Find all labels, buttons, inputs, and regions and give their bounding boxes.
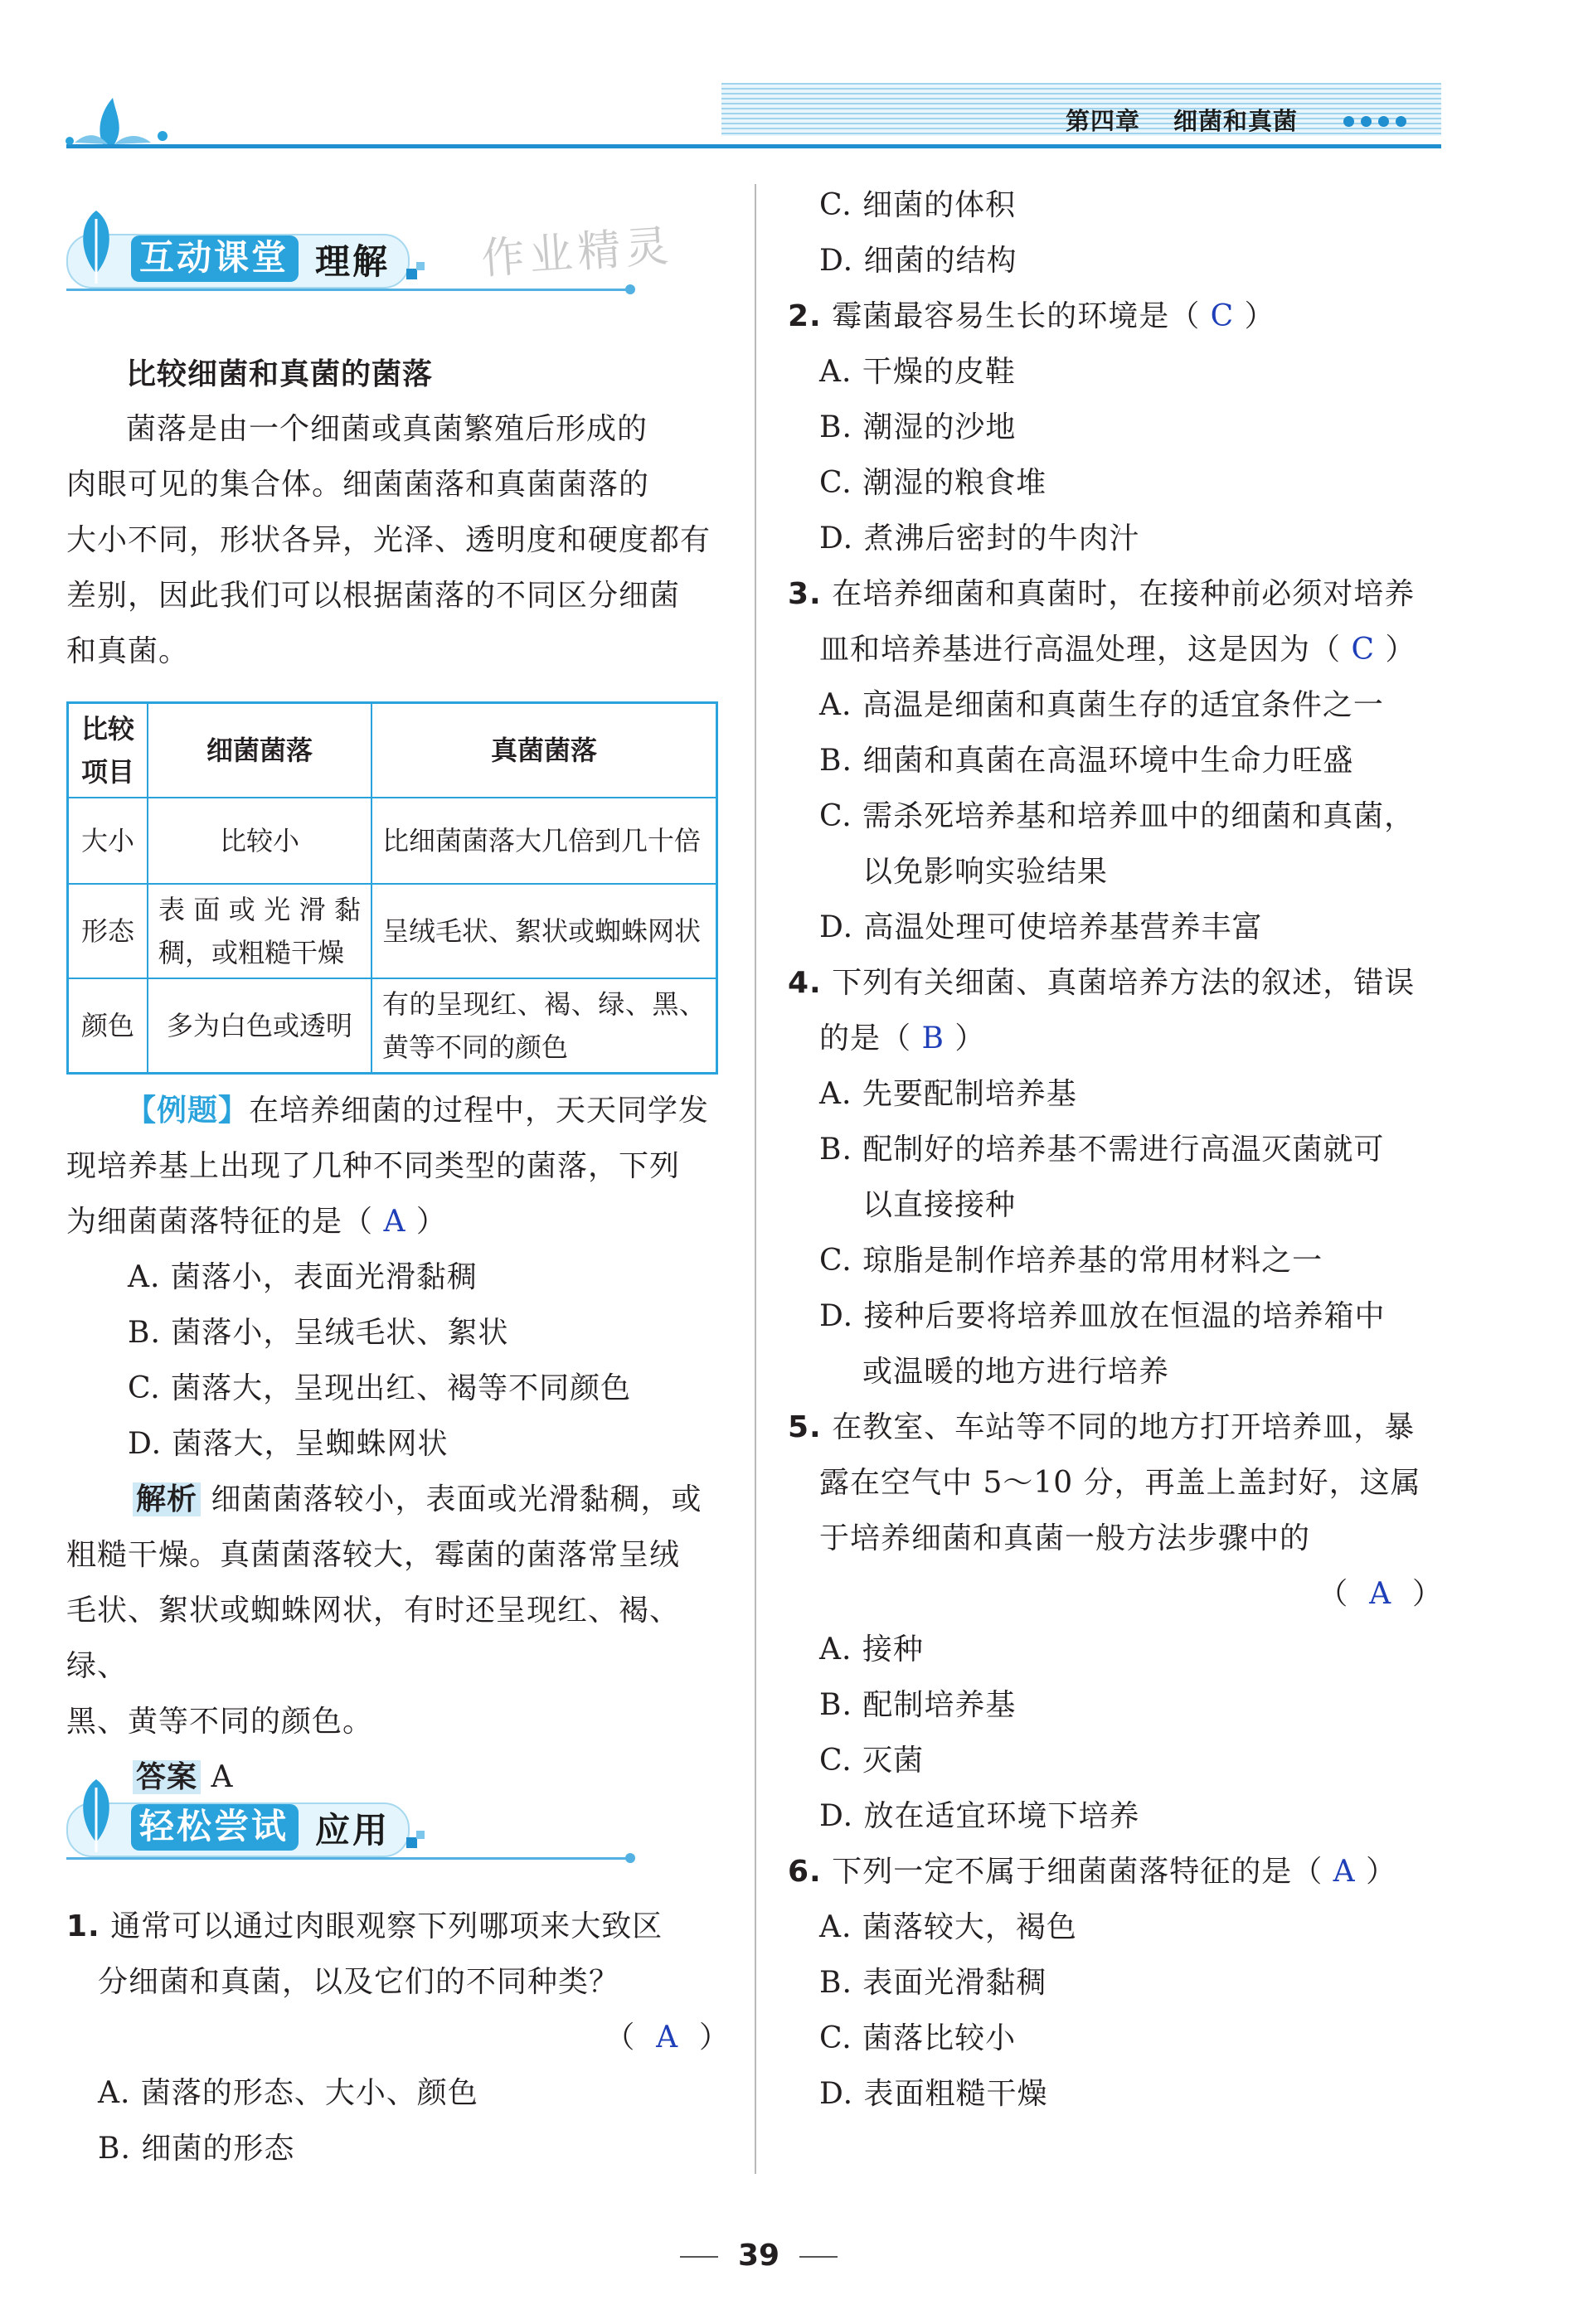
option: D. 菌落大，呈蜘蛛网状 [128, 1427, 449, 1461]
banner-highlight: 互动课堂 [131, 235, 299, 282]
question-1: 1. 通常可以通过肉眼观察下列哪项来大致区 分细菌和真菌，以及它们的不同种类？ （ A ） A. 菌落的形态、大小、颜色 B. 细菌的形态 [66, 1899, 730, 2176]
option: 以免影响实验结果 [862, 855, 1109, 889]
q4-answer: B [921, 1021, 945, 1055]
option: B. 潮湿的沙地 [819, 410, 1017, 444]
question-6: 6. 下列一定不属于细菌菌落特征的是（ A ） [788, 1855, 1397, 1889]
q6-answer: A [1333, 1855, 1356, 1889]
watermark: 作业精灵 [479, 221, 676, 285]
option: A. 先要配制培养基 [819, 1077, 1077, 1111]
option: B. 配制好的培养基不需进行高温灭菌就可 [819, 1133, 1385, 1167]
option: A. 高温是细菌和真菌生存的适宜条件之一 [819, 688, 1384, 722]
right-column: C. 细菌的体积 D. 细菌的结构 2. 霉菌最容易生长的环境是（ C ） A. 干燥的皮鞋 B. 潮湿的沙地 C. 潮湿的粮食堆 D. 煮沸后密封的牛肉汁 3. 在培养细菌和真菌时，在接种前必须对培养 皿和培养基进行高温处理，这是因为（ C ） A. 高温是细菌和真菌生存的适宜条件之一 B. 细菌和真菌在高温环境中生命力旺盛 C. 需杀死培养基和培养皿中的细菌和真菌， 以免影响实验结果 D. 高温处理可使培养基营养丰富 4. 下列有关细菌、真菌培养方法的叙述，错误 的是（ B ） A. 先要配制培养基 B. 配制好的培养基不需进行高温灭菌就可 以直接接种 C. 琼脂是制作培养基的常用材料之一 D. 接种后要将培养皿放在恒温的培养箱中 或温暖的地方进行培养 5. 在教室、车站等不同的地方打开培养皿，暴 露在空气中 5～10 分，再盖上盖封好，这属 于培养细菌和真菌一般方法步骤中的 （ A ） A. 接种 B. 配制培养基 C. 灭菌 D. 放在适宜环境下培养 6. 下列一定不属于细菌菌落特征的是（ A ） A. 菌落较大，褐色 B. 表面光滑黏稠 C. 菌落比较小 D. 表面粗糙干燥 [788, 177, 1443, 2122]
option: A. 菌落小，表面光滑黏稠 [128, 1260, 478, 1294]
answer-tag: 答案 [133, 1760, 201, 1794]
table-header: 真菌菌落 [372, 703, 717, 798]
table-header: 细菌菌落 [148, 703, 372, 798]
table-row: 形态 表面或光滑黏稠，或粗糙干燥 呈绒毛状、絮状或蜘蛛网状 [68, 884, 717, 978]
option: B. 配制培养基 [819, 1688, 1017, 1722]
q3-answer: C [1351, 633, 1376, 667]
section-banner-easy-try [33, 1786, 580, 1856]
q2-answer: C [1210, 299, 1235, 333]
analysis-tag: 解析 [133, 1482, 201, 1516]
option: C. 需杀死培养基和培养皿中的细菌和真菌， [819, 799, 1416, 833]
option: A. 干燥的皮鞋 [819, 355, 1016, 389]
water-drop-logo-icon [63, 86, 187, 153]
option: B. 细菌和真菌在高温环境中生命力旺盛 [819, 744, 1354, 778]
banner-tail: 理解 [315, 241, 391, 282]
option: C. 灭菌 [819, 1744, 925, 1778]
subheading: 比较细菌和真菌的菌落 [126, 357, 434, 391]
option: B. 表面光滑黏稠 [819, 1966, 1047, 2000]
option: B. 菌落小，呈绒毛状、絮状 [128, 1316, 509, 1350]
page-number: 39 [0, 2239, 1518, 2273]
option: D. 表面粗糙干燥 [819, 2077, 1048, 2111]
option: 以直接接种 [862, 1188, 1017, 1222]
chapter-title: 第四章 细菌和真菌 [1066, 107, 1299, 135]
banner-highlight: 轻松尝试 [131, 1804, 299, 1851]
comparison-table [66, 701, 718, 1075]
question-3: 3. 在培养细菌和真菌时，在接种前必须对培养 [788, 577, 1416, 611]
option: C. 琼脂是制作培养基的常用材料之一 [819, 1244, 1323, 1278]
feather-brush-icon [71, 207, 119, 287]
table-header-row [68, 703, 717, 798]
option: 或温暖的地方进行培养 [862, 1355, 1170, 1389]
option: A. 接种 [819, 1633, 924, 1667]
table-row: 颜色 多为白色或透明 有的呈现红、褐、绿、黑、黄等不同的颜色 [68, 978, 717, 1074]
question-5: 5. 在教室、车站等不同的地方打开培养皿，暴 [788, 1410, 1416, 1444]
option: C. 菌落比较小 [819, 2021, 1017, 2055]
q1-answer: A [656, 2021, 679, 2055]
option: D. 接种后要将培养皿放在恒温的培养箱中 [819, 1299, 1386, 1333]
feather-brush-icon [71, 1776, 119, 1856]
option: D. 细菌的结构 [819, 244, 1017, 278]
banner-tail: 应用 [315, 1810, 391, 1851]
question-2: 2. 霉菌最容易生长的环境是（ C ） [788, 299, 1275, 333]
table-row: 大小 比较小 比细菌菌落大几倍到几十倍 [68, 798, 717, 884]
table-header: 比较项目 [68, 703, 148, 798]
q5-answer: A [1369, 1577, 1392, 1611]
option: C. 潮湿的粮食堆 [819, 466, 1047, 500]
column-divider [755, 184, 756, 2174]
question-4: 4. 下列有关细菌、真菌培养方法的叙述，错误 [788, 966, 1416, 1000]
example-answer: A [383, 1205, 406, 1239]
option: A. 菌落的形态、大小、颜色 [98, 2076, 478, 2110]
option: C. 菌落大，呈现出红、褐等不同颜色 [128, 1371, 632, 1405]
intro-paragraph: 菌落是由一个细菌或真菌繁殖后形成的 肉眼可见的集合体。细菌菌落和真菌菌落的 大小不同，形状各异，光泽、透明度和硬度都有 差别，因此我们可以根据菌落的不同区分细菌 和真菌。 [66, 412, 711, 668]
example-tag: 【例题】 [126, 1094, 250, 1128]
option: D. 煮沸后密封的牛肉汁 [819, 522, 1140, 556]
option: B. 细菌的形态 [98, 2132, 295, 2166]
option: D. 放在适宜环境下培养 [819, 1799, 1140, 1833]
option: D. 高温处理可使培养基营养丰富 [819, 910, 1263, 944]
option: A. 菌落较大，褐色 [819, 1910, 1077, 1944]
header-rule [66, 144, 1441, 148]
option: C. 细菌的体积 [819, 188, 1017, 222]
example-block: 【例题】在培养细菌的过程中，天天同学发 现培养基上出现了几种不同类型的菌落，下列 为细菌菌落特征的是（ A ） A. 菌落小，表面光滑黏稠 B. 菌落小，呈绒毛状、絮状 C. 菌落大，呈现出红、褐等不同颜色 D. 菌落大，呈蜘蛛网状 解析 细菌菌落较小，表面或光滑黏稠，或 粗糙干燥。真菌菌落较大，霉菌的菌落常呈绒 毛状、絮状或蜘蛛网状，有时还呈现红、褐、绿、 黑、黄等不同的颜色。 答案 A [66, 1083, 730, 1805]
header-dots-icon [1343, 114, 1413, 130]
